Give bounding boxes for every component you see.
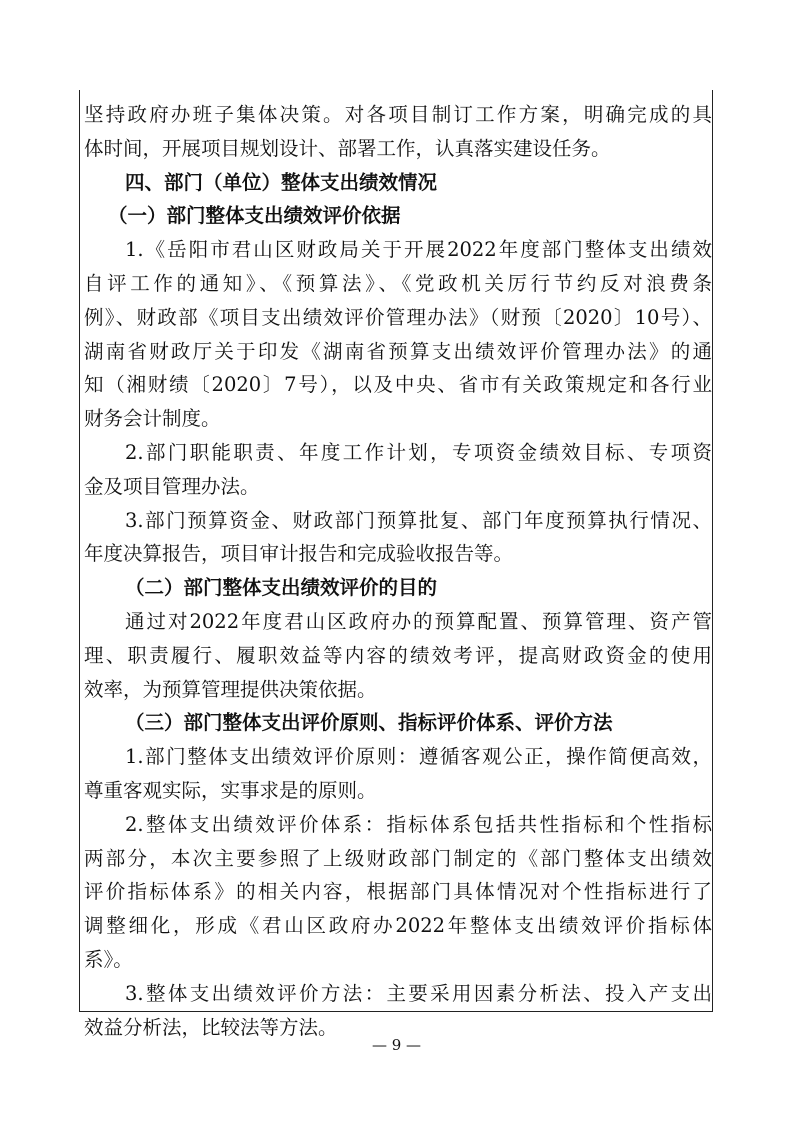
document-body xyxy=(84,98,712,1044)
text-line: 例》、财政部《项目支出绩效评价管理办法》（财预〔2020〕10号）、 xyxy=(84,305,712,329)
text-line: 3.整体支出绩效评价方法：主要采用因素分析法、投入产支出 xyxy=(125,981,712,1005)
text-line: 系》。 xyxy=(84,947,133,971)
page-number: — 9 — xyxy=(371,1036,422,1054)
text-line: 2.部门职能职责、年度工作计划，专项资金绩效目标、专项资 xyxy=(125,440,712,464)
text-line: 尊重客观实际，实事求是的原则。 xyxy=(84,778,377,802)
section-heading: 四、部门（单位）整体支出绩效情况 xyxy=(125,170,438,194)
text-line: 金及项目管理办法。 xyxy=(84,474,260,498)
text-line: 坚持政府办班子集体决策。对各项目制订工作方案，明确完成的具 xyxy=(84,103,712,126)
text-line: 2.整体支出绩效评价体系：指标体系包括共性指标和个性指标 xyxy=(125,812,712,836)
text-line: 3.部门预算资金、财政部门预算批复、部门年度预算执行情况、 xyxy=(125,508,712,532)
text-line: 湖南省财政厅关于印发《湖南省预算支出绩效评价管理办法》的通 xyxy=(84,339,712,363)
subsection-heading: （二）部门整体支出绩效评价的目的 xyxy=(125,576,438,600)
text-line: 调整细化，形成《君山区政府办2022年整体支出绩效评价指标体 xyxy=(84,914,712,938)
subsection-heading: （一）部门整体支出绩效评价依据 xyxy=(108,204,401,228)
text-line: 1.《岳阳市君山区财政局关于开展2022年度部门整体支出绩效 xyxy=(125,238,712,262)
text-line: 知（湘财绩〔2020〕7号），以及中央、省市有关政策规定和各行业 xyxy=(84,373,712,397)
text-line: 理、职责履行、履职效益等内容的绩效考评，提高财政资金的使用 xyxy=(84,643,712,667)
text-line: 两部分，本次主要参照了上级财政部门制定的《部门整体支出绩效 xyxy=(84,846,712,870)
text-line: 效益分析法，比较法等方法。 xyxy=(84,1015,338,1039)
text-line: 自评工作的通知》、《预算法》、《党政机关厉行节约反对浪费条 xyxy=(84,271,712,295)
text-line: 效率，为预算管理提供决策依据。 xyxy=(84,677,377,701)
text-line: 评价指标体系》的相关内容，根据部门具体情况对个性指标进行了 xyxy=(84,880,712,904)
text-line: 体时间，开展项目规划设计、部署工作，认真落实建设任务。 xyxy=(84,136,611,160)
text-line: 1.部门整体支出绩效评价原则：遵循客观公正，操作简便高效， xyxy=(125,745,712,769)
text-line: 财务会计制度。 xyxy=(84,407,221,431)
text-line: 通过对2022年度君山区政府办的预算配置、预算管理、资产管 xyxy=(125,609,712,633)
subsection-heading: （三）部门整体支出评价原则、指标评价体系、评价方法 xyxy=(125,711,613,735)
text-line: 年度决算报告，项目审计报告和完成验收报告等。 xyxy=(84,542,514,566)
